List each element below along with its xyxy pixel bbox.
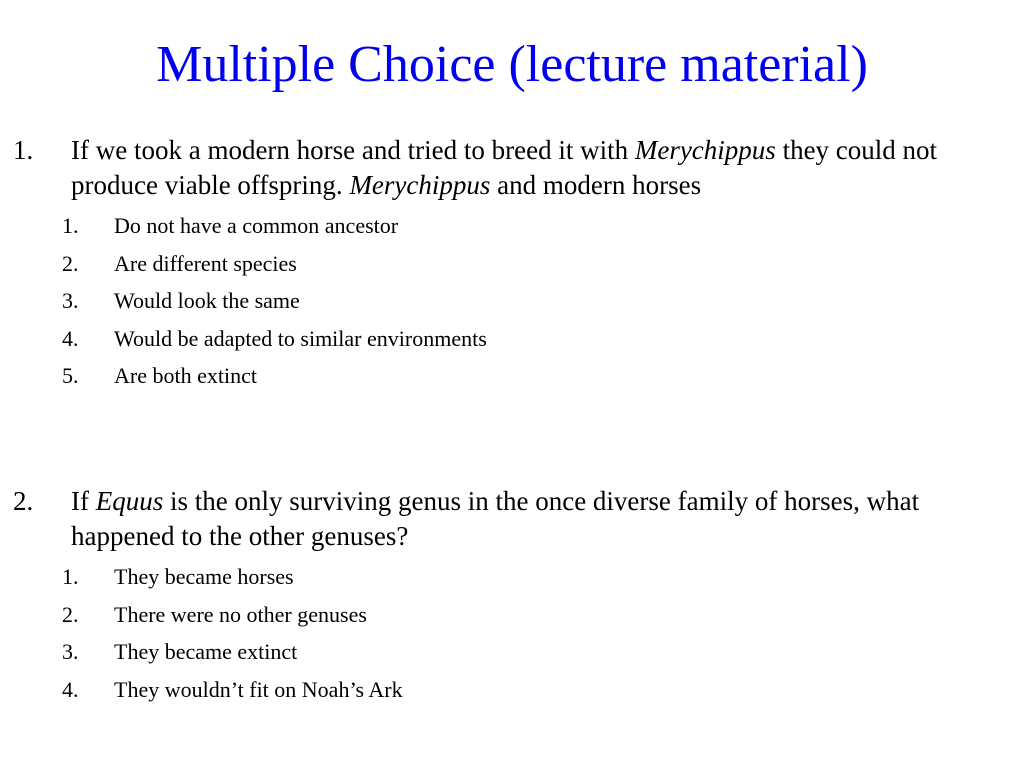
answer-option [0, 245, 1010, 283]
question-1-text-part: and modern horses [490, 170, 702, 200]
option-text: Would look the same [114, 288, 300, 313]
question-2-stem [0, 484, 1010, 554]
option-number: 2. [62, 601, 79, 627]
question-2-number: 2. [13, 486, 34, 516]
option-number: 1. [62, 213, 79, 238]
genus-name-italic: Merychippus [634, 135, 776, 165]
question-1-text-part: If we took a modern horse and tried to breed it with [71, 135, 635, 165]
genus-name-italic: Equus [95, 486, 164, 516]
question-2-text-part: If [71, 486, 96, 516]
option-text: There were no other genuses [114, 601, 367, 627]
option-number: 2. [62, 250, 79, 276]
option-number: 4. [62, 676, 79, 702]
question-2-options [0, 558, 1010, 708]
answer-option [0, 357, 1010, 395]
question-1-text [71, 133, 1000, 203]
question-1 [0, 133, 1010, 395]
answer-option [0, 558, 1010, 596]
answer-option [0, 671, 1010, 709]
question-2 [0, 484, 1010, 708]
answer-option [0, 282, 1010, 320]
option-number: 3. [62, 639, 79, 664]
option-number: 4. [62, 325, 79, 351]
option-text: They became horses [114, 564, 294, 589]
option-text: Are different species [114, 250, 297, 276]
option-number: 3. [62, 288, 79, 313]
answer-option [0, 633, 1010, 671]
question-2-text-part: is the only surviving genus in the once diverse family of horses, what happened to the other genuses? [71, 486, 920, 551]
answer-option [0, 320, 1010, 358]
option-number: 1. [62, 564, 79, 589]
option-text: Are both extinct [114, 363, 257, 388]
option-text: Would be adapted to similar environments [114, 325, 487, 351]
question-1-options [0, 207, 1010, 395]
answer-option [0, 596, 1010, 634]
question-1-stem [0, 133, 1010, 203]
option-number: 5. [62, 363, 79, 388]
option-text: They wouldn’t fit on Noah’s Ark [114, 676, 403, 702]
question-1-text-part: they could not produce viable offspring. [71, 135, 938, 200]
option-text: Do not have a common ancestor [114, 213, 399, 238]
slide-title: Multiple Choice (lecture material) [156, 36, 868, 93]
question-2-text [71, 484, 1000, 554]
option-text: They became extinct [114, 639, 298, 664]
genus-name-italic: Merychippus [349, 170, 491, 200]
question-1-number: 1. [13, 135, 34, 165]
answer-option [0, 207, 1010, 245]
